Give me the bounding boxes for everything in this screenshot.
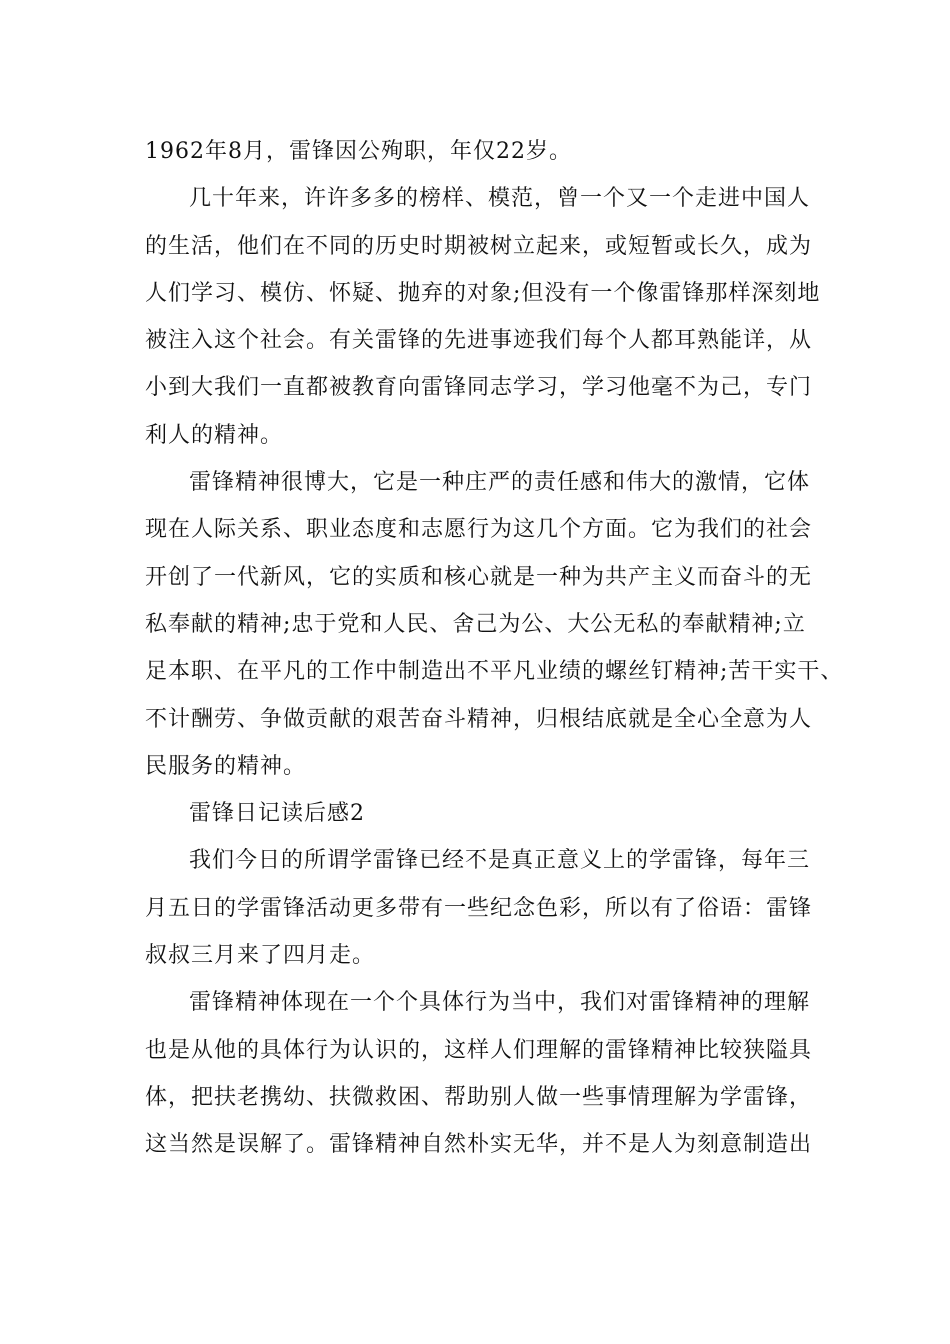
text-line: 雷锋日记读后感2 [189,801,365,827]
document-body [145,128,844,1169]
text-line: 人们学习、模仿、怀疑、抛弃的对象;但没有一个像雷锋那样深刻地 [145,280,821,306]
text-line: 月五日的学雷锋活动更多带有一些纪念色彩，所以有了俗语：雷锋 [145,895,813,921]
section-heading [145,790,835,837]
text-line: 叔叔三月来了四月走。 [145,943,376,969]
text-line: 民服务的精神。 [145,753,307,779]
text-line: 这当然是误解了。雷锋精神自然朴实无华，并不是人为刻意制造出 [145,1132,813,1158]
text-line: 我们今日的所谓学雷锋已经不是真正意义上的学雷锋，每年三 [189,848,811,874]
text-line: 几十年来，许许多多的榜样、模范，曾一个又一个走进中国人 [189,186,811,212]
paragraph [145,459,844,790]
paragraph [145,837,835,979]
text-line: 被注入这个社会。有关雷锋的先进事迹我们每个人都耳熟能详，从 [145,328,813,354]
text-line: 雷锋精神很博大，它是一种庄严的责任感和伟大的激情，它体 [189,470,811,496]
text-line: 体，把扶老携幼、扶微救困、帮助别人做一些事情理解为学雷锋， [145,1084,813,1110]
text-line: 利人的精神。 [145,422,284,448]
text-line: 小到大我们一直都被教育向雷锋同志学习，学习他毫不为己，专门 [145,375,813,401]
text-line: 也是从他的具体行为认识的，这样人们理解的雷锋精神比较狭隘具 [145,1037,813,1063]
text-line: 雷锋精神体现在一个个具体行为当中，我们对雷锋精神的理解 [189,990,811,1016]
text-line: 的生活，他们在不同的历史时期被树立起来，或短暂或长久，成为 [145,233,813,259]
text-line: 足本职、在平凡的工作中制造出不平凡业绩的螺丝钉精神;苦干实干、 [145,659,844,685]
text-line: 现在人际关系、职业态度和志愿行为这几个方面。它为我们的社会 [145,517,813,543]
text-line: 私奉献的精神;忠于党和人民、舍己为公、大公无私的奉献精神;立 [145,611,806,637]
paragraph [145,128,835,175]
paragraph [145,175,835,459]
text-line: 开创了一代新风，它的实质和核心就是一种为共产主义而奋斗的无 [145,564,813,590]
text-line: 1962年8月，雷锋因公殉职，年仅22岁。 [145,139,572,164]
text-line: 不计酬劳、争做贡献的艰苦奋斗精神，归根结底就是全心全意为人 [145,706,813,732]
paragraph [145,979,835,1168]
